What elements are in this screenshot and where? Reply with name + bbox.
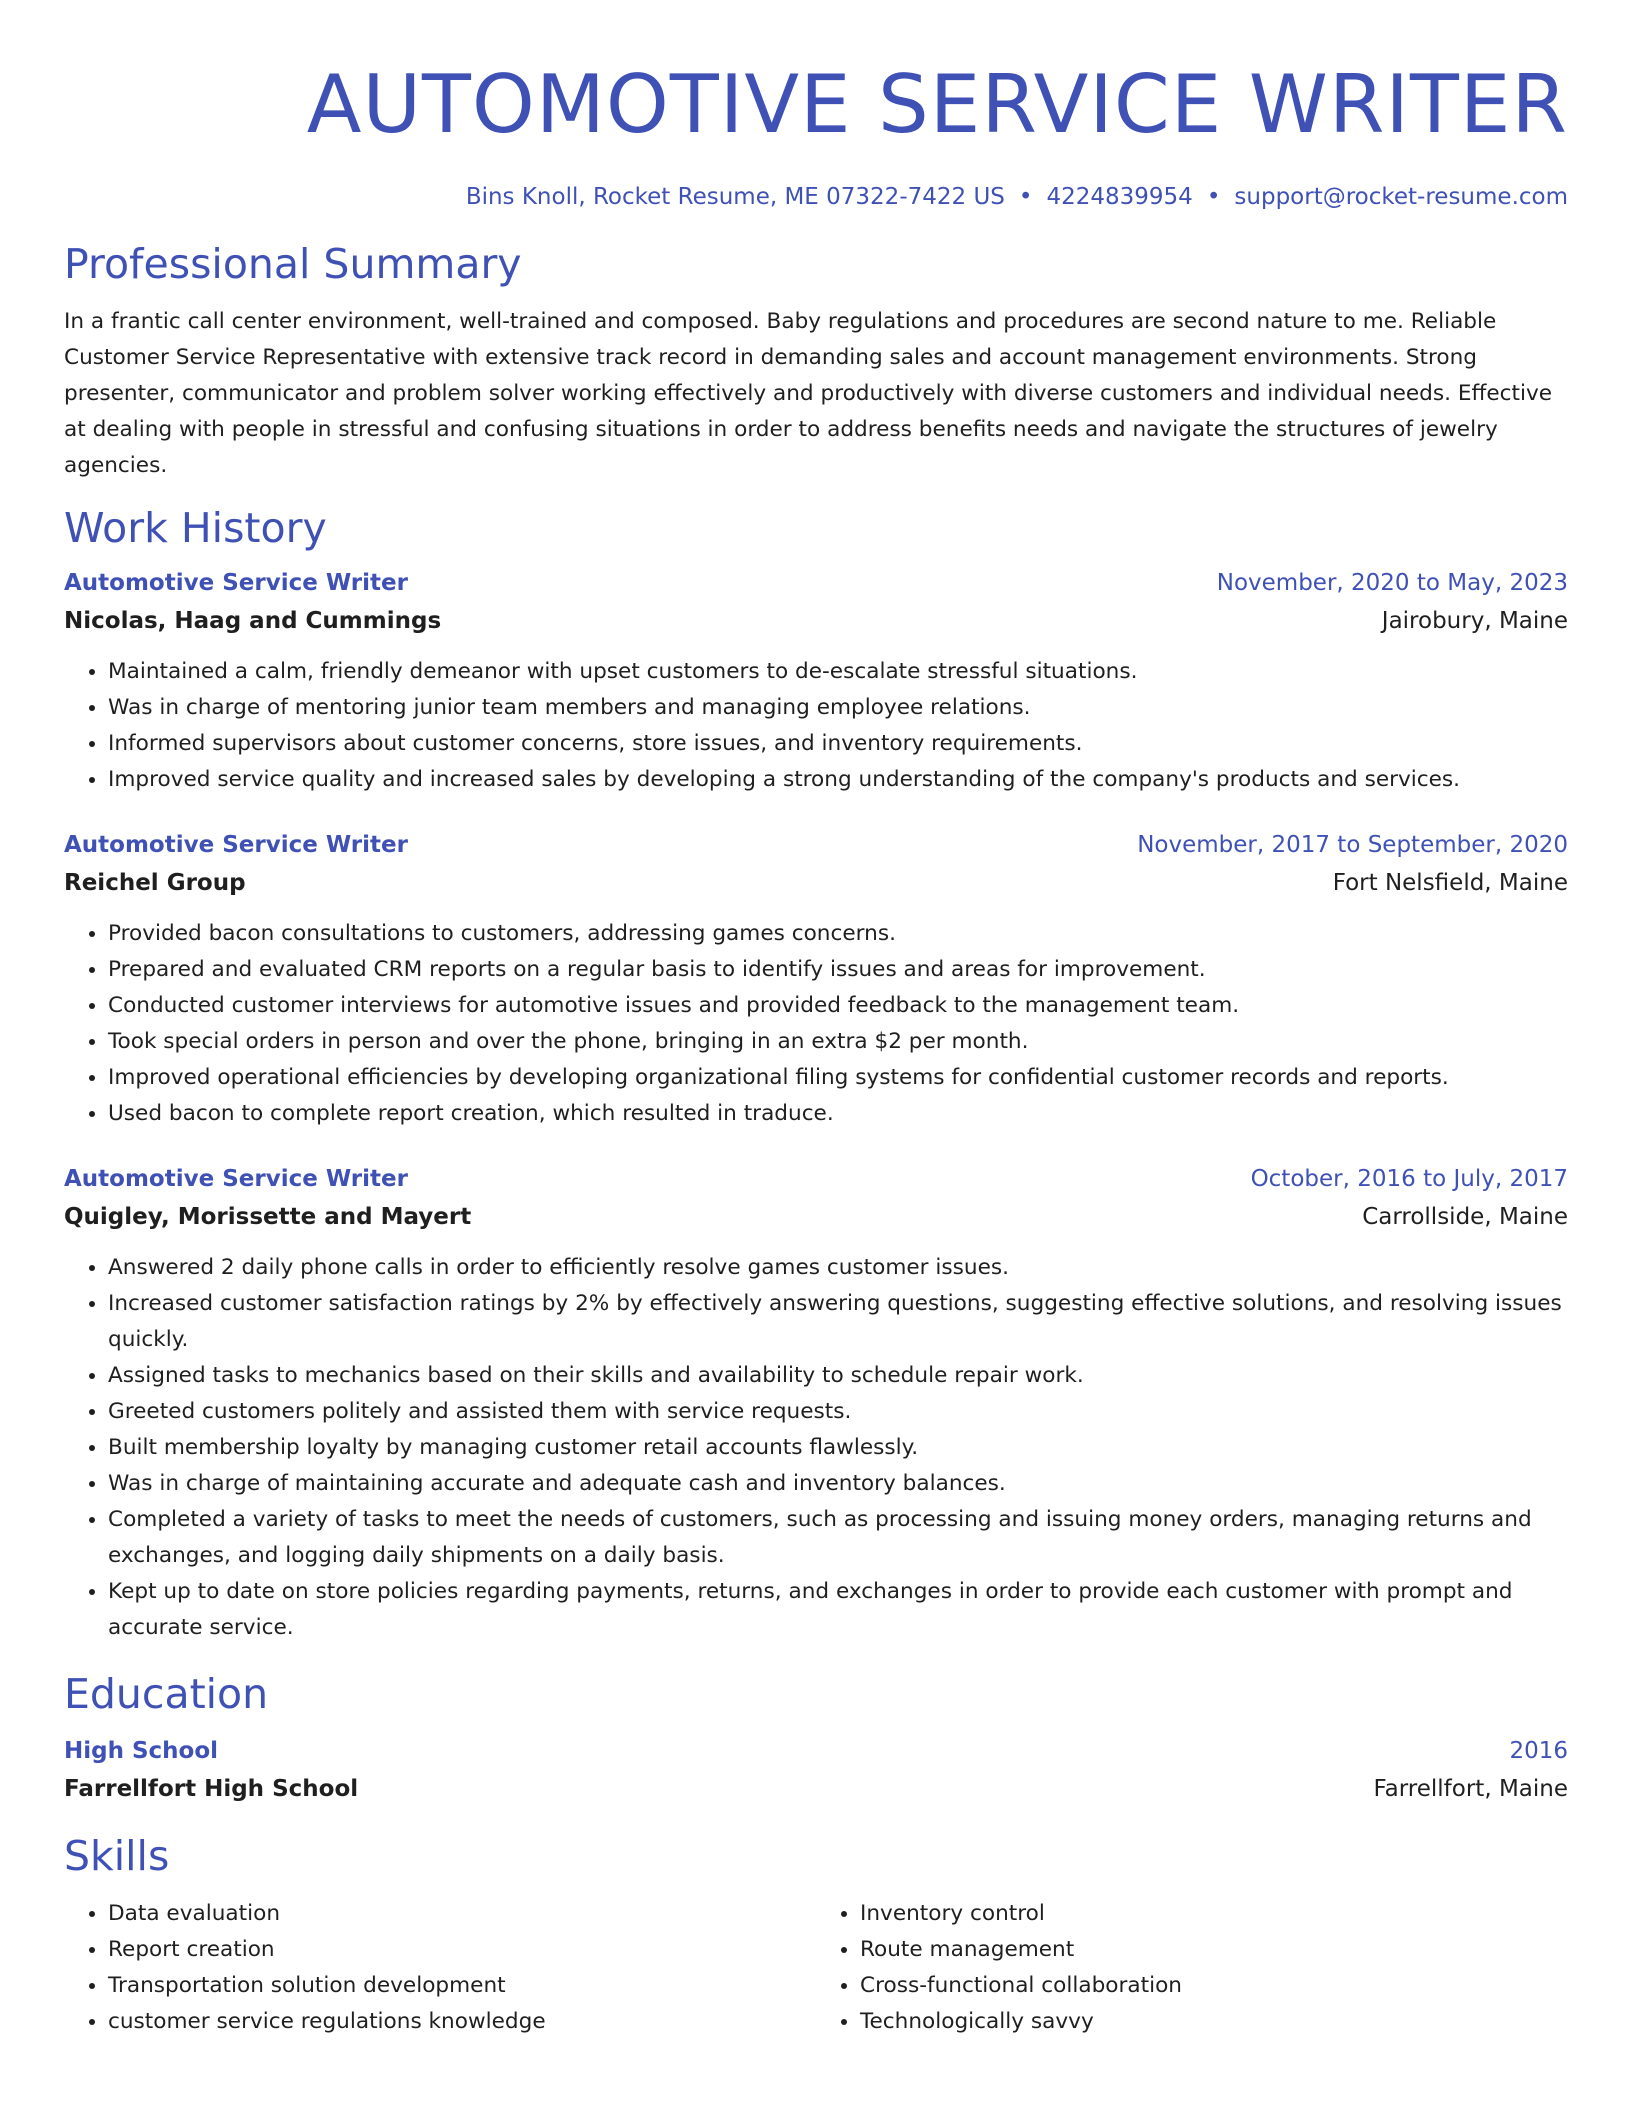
education-year: 2016 — [1509, 1738, 1568, 1764]
job-location: Jairobury, Maine — [1381, 608, 1568, 634]
bullet-item: • Maintained a calm, friendly demeanor with upset customers to de-escalate stressful situations. — [108, 654, 1568, 690]
job-entry — [64, 1160, 1568, 1646]
education-entry — [64, 1732, 1568, 1808]
skill-item: • customer service regulations knowledge — [108, 2004, 816, 2040]
job-company: Quigley, Morissette and Mayert — [64, 1204, 472, 1230]
bullet-item: • Completed a variety of tasks to meet the needs of customers, such as processing and issuing money orders, managing returns and exchanges, and logging daily shipments on a daily basis. — [108, 1502, 1568, 1574]
skill-item: • Transportation solution development — [108, 1968, 816, 2004]
contact-line — [64, 182, 1568, 212]
summary-section — [64, 238, 1568, 484]
job-company-row — [64, 864, 1568, 902]
skills-list-right — [816, 1896, 1568, 2040]
job-company-row — [64, 1198, 1568, 1236]
job-dates: October, 2016 to July, 2017 — [1250, 1166, 1568, 1192]
contact-separator: • — [1206, 184, 1221, 210]
job-entry — [64, 826, 1568, 1132]
education-location: Farrellfort, Maine — [1373, 1776, 1568, 1802]
work-history-section — [64, 502, 1568, 1646]
bullet-item: • Built membership loyalty by managing customer retail accounts flawlessly. — [108, 1430, 1568, 1466]
job-dates: November, 2017 to September, 2020 — [1137, 832, 1568, 858]
job-entry — [64, 564, 1568, 798]
job-bullets — [64, 654, 1568, 798]
bullet-item: • Prepared and evaluated CRM reports on a regular basis to identify issues and areas for improvement. — [108, 952, 1568, 988]
job-company-row — [64, 602, 1568, 640]
bullet-item: • Was in charge of mentoring junior team members and managing employee relations. — [108, 690, 1568, 726]
job-bullets — [64, 1250, 1568, 1646]
bullet-item: • Used bacon to complete report creation, which resulted in traduce. — [108, 1096, 1568, 1132]
job-location: Fort Nelsfield, Maine — [1332, 870, 1568, 896]
job-header-row — [64, 826, 1568, 864]
skill-item: • Cross-functional collaboration — [860, 1968, 1568, 2004]
bullet-item: • Informed supervisors about customer concerns, store issues, and inventory requirements. — [108, 726, 1568, 762]
bullet-item: • Was in charge of maintaining accurate and adequate cash and inventory balances. — [108, 1466, 1568, 1502]
job-bullets — [64, 916, 1568, 1132]
education-header-row — [64, 1732, 1568, 1770]
skills-list-left — [64, 1896, 816, 2040]
education-degree: High School — [64, 1738, 219, 1764]
job-header-row — [64, 564, 1568, 602]
education-school: Farrellfort High School — [64, 1776, 359, 1802]
resume-title: AUTOMOTIVE SERVICE WRITER — [306, 58, 1568, 151]
contact-address: Bins Knoll, Rocket Resume, ME 07322-7422 US — [465, 184, 1005, 210]
skill-item: • Technologically savvy — [860, 2004, 1568, 2040]
bullet-item: • Took special orders in person and over the phone, bringing in an extra $2 per month. — [108, 1024, 1568, 1060]
education-school-row — [64, 1770, 1568, 1808]
contact-separator: • — [1018, 184, 1033, 210]
job-dates: November, 2020 to May, 2023 — [1216, 570, 1568, 596]
bullet-item: • Improved service quality and increased sales by developing a strong understanding of the company's products and services. — [108, 762, 1568, 798]
bullet-item: • Provided bacon consultations to customers, addressing games concerns. — [108, 916, 1568, 952]
contact-phone: 4224839954 — [1046, 184, 1193, 210]
summary-heading: Professional Summary — [64, 240, 522, 288]
job-title: Automotive Service Writer — [64, 570, 408, 596]
skills-columns — [64, 1896, 1568, 2040]
education-heading: Education — [64, 1670, 269, 1718]
skills-heading: Skills — [64, 1832, 170, 1880]
job-company: Reichel Group — [64, 870, 246, 896]
summary-text: In a frantic call center environment, well-trained and composed. Baby regulations and procedures are second nature to me. Reliable Customer Service Representative with extensive track record in demanding sales and account management environments. Strong presenter, communicator and problem solver working effectively and productively with diverse customers and individual needs. Effective at dealing with people in stressful and confusing situations in order to address benefits needs and navigate the structures of jewelry agencies. — [64, 309, 1553, 478]
bullet-item: • Conducted customer interviews for automotive issues and provided feedback to the management team. — [108, 988, 1568, 1024]
education-section — [64, 1668, 1568, 1808]
job-location: Carrollside, Maine — [1362, 1204, 1568, 1230]
work-history-heading: Work History — [64, 504, 327, 552]
skills-section — [64, 1830, 1568, 2040]
bullet-item: • Greeted customers politely and assisted them with service requests. — [108, 1394, 1568, 1430]
bullet-item: • Increased customer satisfaction ratings by 2% by effectively answering questions, suggesting effective solutions, and resolving issues quickly. — [108, 1286, 1568, 1358]
contact-email: support@rocket-resume.com — [1234, 184, 1568, 210]
skill-item: • Inventory control — [860, 1896, 1568, 1932]
skill-item: • Route management — [860, 1932, 1568, 1968]
bullet-item: • Kept up to date on store policies regarding payments, returns, and exchanges in order to provide each customer with prompt and accurate service. — [108, 1574, 1568, 1646]
skill-item: • Report creation — [108, 1932, 816, 1968]
job-title: Automotive Service Writer — [64, 1166, 408, 1192]
job-title: Automotive Service Writer — [64, 832, 408, 858]
bullet-item: • Assigned tasks to mechanics based on their skills and availability to schedule repair work. — [108, 1358, 1568, 1394]
skill-item: • Data evaluation — [108, 1896, 816, 1932]
job-company: Nicolas, Haag and Cummings — [64, 608, 442, 634]
bullet-item: • Answered 2 daily phone calls in order to efficiently resolve games customer issues. — [108, 1250, 1568, 1286]
job-header-row — [64, 1160, 1568, 1198]
bullet-item: • Improved operational efficiencies by developing organizational filing systems for confidential customer records and reports. — [108, 1060, 1568, 1096]
